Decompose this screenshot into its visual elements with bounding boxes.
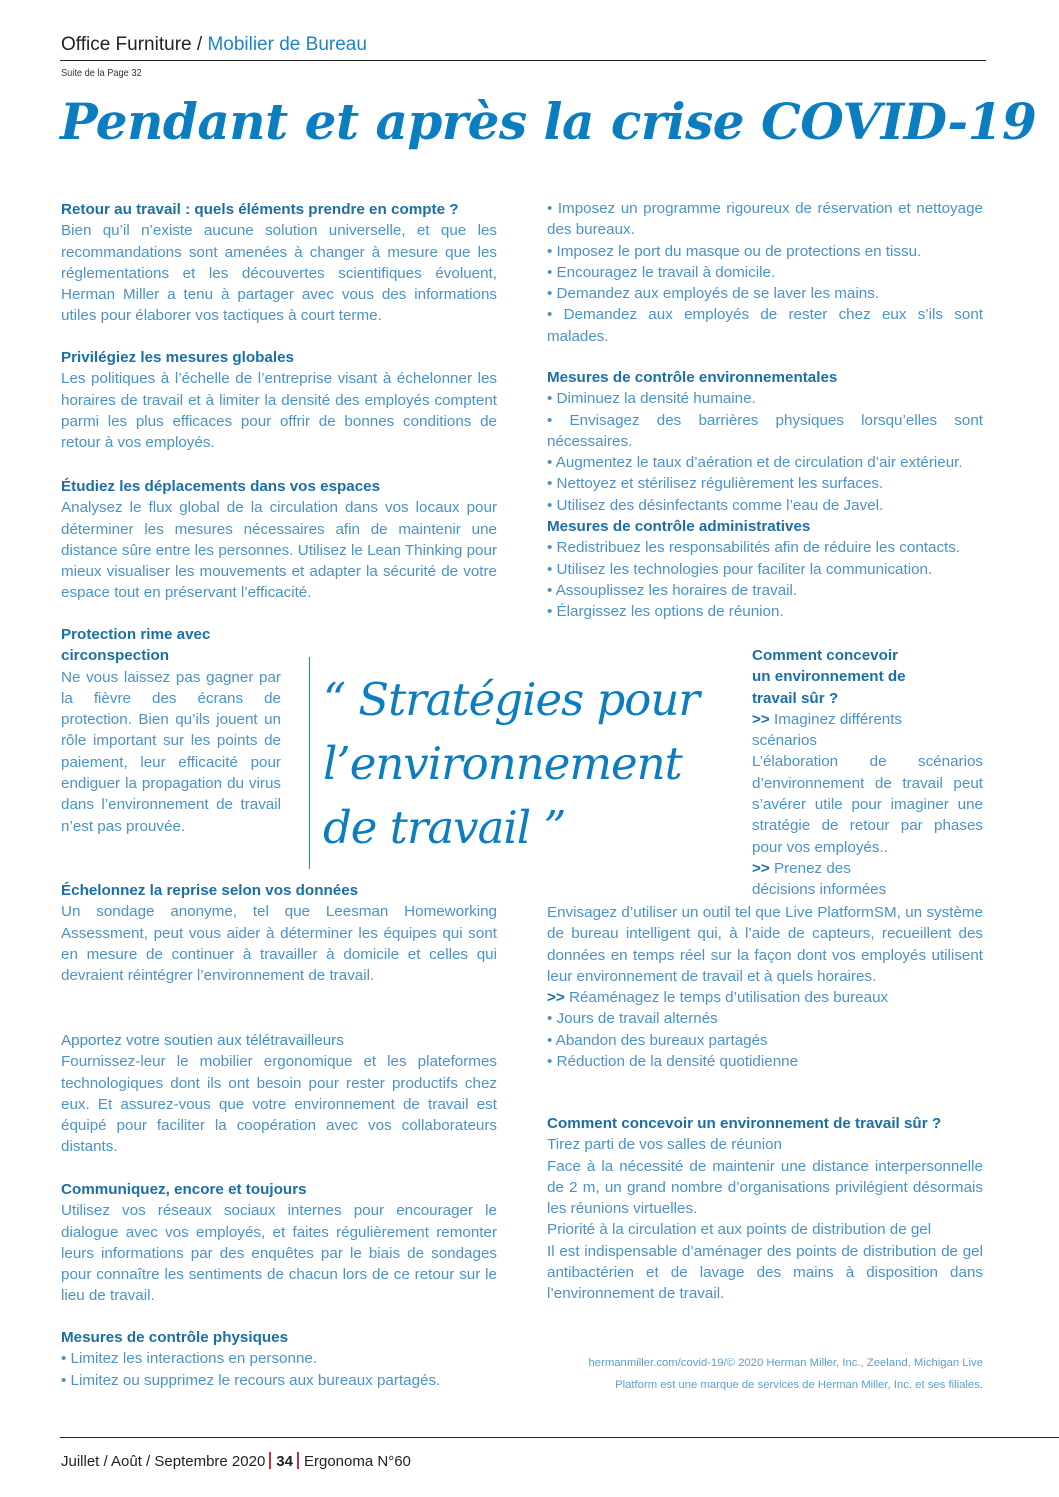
credit-line: hermanmiller.com/covid-19/© 2020 Herman Miller, Inc., Zeeland, Michigan Live (588, 1357, 983, 1369)
bullet-item: • Élargissez les options de réunion. (547, 601, 983, 622)
section-heading: Mesures de contrôle administratives (547, 518, 811, 535)
bullet-item: • Demandez aux employés de rester chez eux s’ils sont malades. (547, 304, 983, 347)
bullet-item: • Nettoyez et stérilisez régulièrement les surfaces. (547, 473, 983, 494)
body-paragraph: Face à la nécessité de maintenir une distance interpersonnelle de 2 m, un grand nombre d’organisations privilégient désormais les réunions virtuelles. (547, 1157, 983, 1218)
section-heading: Comment concevoir un environnement de travail sûr ? (547, 1115, 942, 1132)
pull-quote (323, 668, 723, 860)
section-item (752, 858, 912, 901)
section-heading: Mesures de contrôle physiques (61, 1329, 289, 1346)
bullet-item: • Jours de travail alternés (547, 1008, 983, 1029)
footer-rule (60, 1437, 1059, 1438)
footer-divider (297, 1452, 299, 1469)
body-paragraph: Utilisez vos réseaux sociaux internes pour encourager le dialogue avec vos employés, et faites régulièrement remonter leurs informations par des enquêtes par le biais de sondages pour connaître les sentiments de chacun lors de ce retour sur le lieu de travail. (61, 1202, 497, 1305)
quote-line: l’environnement (323, 737, 682, 790)
article-section (61, 199, 497, 327)
arrow-icon: >> (547, 989, 565, 1007)
section-header (61, 34, 367, 56)
section-heading: Échelonnez la reprise selon vos données (61, 882, 359, 899)
bullet-item: • Augmentez le taux d’aération et de circulation d’air extérieur. (547, 452, 983, 473)
bullet-item: • Redistribuez les responsabilités afin de réduire les contacts. (547, 537, 983, 558)
issue-date: Juillet / Août / Septembre 2020 (61, 1453, 266, 1470)
section-en: Office Furniture (61, 34, 192, 55)
item-text: Prenez des décisions informées (752, 859, 887, 899)
article-section (61, 1179, 497, 1307)
item-text: L’élaboration de scénarios d’environnement de travail peut s’avérer utile pour imaginer une stratégie de retour par phases pour vos employés.. (752, 753, 983, 856)
body-paragraph: Analysez le flux global de la circulation dans vos locaux pour déterminer les mesures nécessaires afin de maintenir une distance sûre entre les personnes. Utilisez le Lean Thinking pour mieux visualiser les mouvements et adapter la sécurité de votre espace tout en préservant l’efficacité. (61, 499, 497, 602)
header-rule (60, 60, 986, 61)
article-section (61, 347, 497, 453)
article-section (547, 198, 983, 347)
page-number: 34 (276, 1453, 293, 1470)
section-heading: Comment concevoir un environnement de travail sûr ? (752, 647, 906, 707)
section-heading: Mesures de contrôle environnementales (547, 369, 838, 386)
bullet-item: • Utilisez les technologies pour faciliter la communication. (547, 559, 983, 580)
article-section (547, 902, 983, 1072)
article-section (547, 516, 983, 622)
item-text: Réaménagez le temps d’utilisation des bureaux (568, 989, 889, 1007)
article-section (61, 476, 497, 604)
arrow-icon: >> (752, 710, 770, 728)
section-heading: Retour au travail : quels éléments prendre en compte ? (61, 201, 459, 218)
article-section (547, 367, 983, 516)
section-item (752, 709, 912, 752)
article-section (61, 1030, 497, 1158)
quote-rule (309, 657, 310, 869)
section-heading: Étudiez les déplacements dans vos espaces (61, 478, 381, 495)
bullet-item: • Utilisez des désinfectants comme l’eau de Javel. (547, 495, 983, 516)
body-paragraph: Fournissez-leur le mobilier ergonomique et les plateformes technologiques dont ils ont besoin pour rester productifs chez eux. Et assurez-vous que votre environnement de travail est équipé pour faciliter la coopération avec vos collaborateurs distants. (61, 1053, 497, 1156)
arrow-icon: >> (752, 859, 770, 877)
item-text: Imaginez différents scénarios (752, 710, 903, 750)
footer-divider (269, 1452, 271, 1469)
section-item (752, 751, 983, 857)
bullet-item: • Envisagez des barrières physiques lorsqu’elles sont nécessaires. (547, 410, 983, 453)
section-heading: Apportez votre soutien aux télétravailleurs (61, 1032, 344, 1049)
bullet-item: • Diminuez la densité humaine. (547, 388, 983, 409)
credit-note (520, 1352, 983, 1396)
body-paragraph: Bien qu’il n’existe aucune solution universelle, et que les recommandations sont amenées à changer à mesure que les réglementations et les découvertes scientifiques évoluent, Herman Miller a tenu à partager avec vous des informations utiles pour élaborer vos tactiques à court terme. (61, 222, 497, 325)
bullet-item: • Abandon des bureaux partagés (547, 1030, 983, 1051)
body-paragraph: Envisagez d’utiliser un outil tel que Live PlatformSM, un système de bureau intelligent qui, à l’aide de capteurs, recueillent des données en temps réel sur la façon dont vos employés utilisent leur environnement de travail et à quels horaires. (547, 904, 983, 985)
bullet-item: • Assouplissez les horaires de travail. (547, 580, 983, 601)
continued-note: Suite de la Page 32 (61, 67, 142, 79)
article-section (61, 1327, 497, 1391)
page-footer (61, 1452, 411, 1470)
body-paragraph: Il est indispensable d’aménager des points de distribution de gel antibactérien et de lavage des mains à disposition dans l’environnement de travail. (547, 1242, 983, 1303)
body-paragraph: Priorité à la circulation et aux points de distribution de gel (547, 1221, 932, 1239)
credit-line: Platform est une marque de services de Herman Miller, Inc. et ses filiales. (615, 1379, 983, 1391)
article-title: Pendant et après la crise COVID-19 (60, 92, 1037, 151)
section-fr: Mobilier de Bureau (207, 34, 367, 55)
bullet-item: • Imposez un programme rigoureux de réservation et nettoyage des bureaux. (547, 198, 983, 241)
magazine-name: Ergonoma N°60 (303, 1453, 411, 1470)
section-heading: Communiquez, encore et toujours (61, 1181, 307, 1198)
body-paragraph: Un sondage anonyme, tel que Leesman Homeworking Assessment, peut vous aider à déterminer les équipes qui sont en mesure de continuer à travailler à domicile et celles qui devraient réintégrer l’environnement de travail. (61, 903, 497, 985)
bullet-item: • Limitez les interactions en personne. (61, 1348, 497, 1369)
article-section (752, 645, 983, 901)
body-paragraph: Ne vous laissez pas gagner par la fièvre des écrans de protection. Bien qu’ils jouent un rôle important sur les points de paiement, leur efficacité pour endiguer la propagation du virus dans l’environnement de travail n’est pas prouvée. (61, 668, 281, 835)
bullet-item: • Réduction de la densité quotidienne (547, 1051, 983, 1072)
bullet-item: • Imposez le port du masque ou de protections en tissu. (547, 241, 983, 262)
separator: / (191, 34, 208, 55)
section-heading: Protection rime avec circonspection (61, 626, 211, 665)
article-section (547, 1113, 983, 1305)
body-paragraph: Les politiques à l’échelle de l’entreprise visant à échelonner les horaires de travail et à limiter la densité des employés comptent parmi les plus efficaces pour offrir de bonnes conditions de retour à vos employés. (61, 370, 497, 452)
bullet-item: • Demandez aux employés de se laver les mains. (547, 283, 983, 304)
quote-line: de travail ” (323, 801, 566, 854)
article-section (61, 880, 497, 986)
bullet-item: • Encouragez le travail à domicile. (547, 262, 983, 283)
article-section (61, 624, 281, 837)
bullet-item: • Limitez ou supprimez le recours aux bureaux partagés. (61, 1370, 497, 1391)
section-heading: Privilégiez les mesures globales (61, 349, 294, 366)
body-paragraph: Tirez parti de vos salles de réunion (547, 1136, 782, 1154)
quote-line: “ Stratégies pour (323, 673, 699, 726)
section-item (547, 987, 983, 1008)
